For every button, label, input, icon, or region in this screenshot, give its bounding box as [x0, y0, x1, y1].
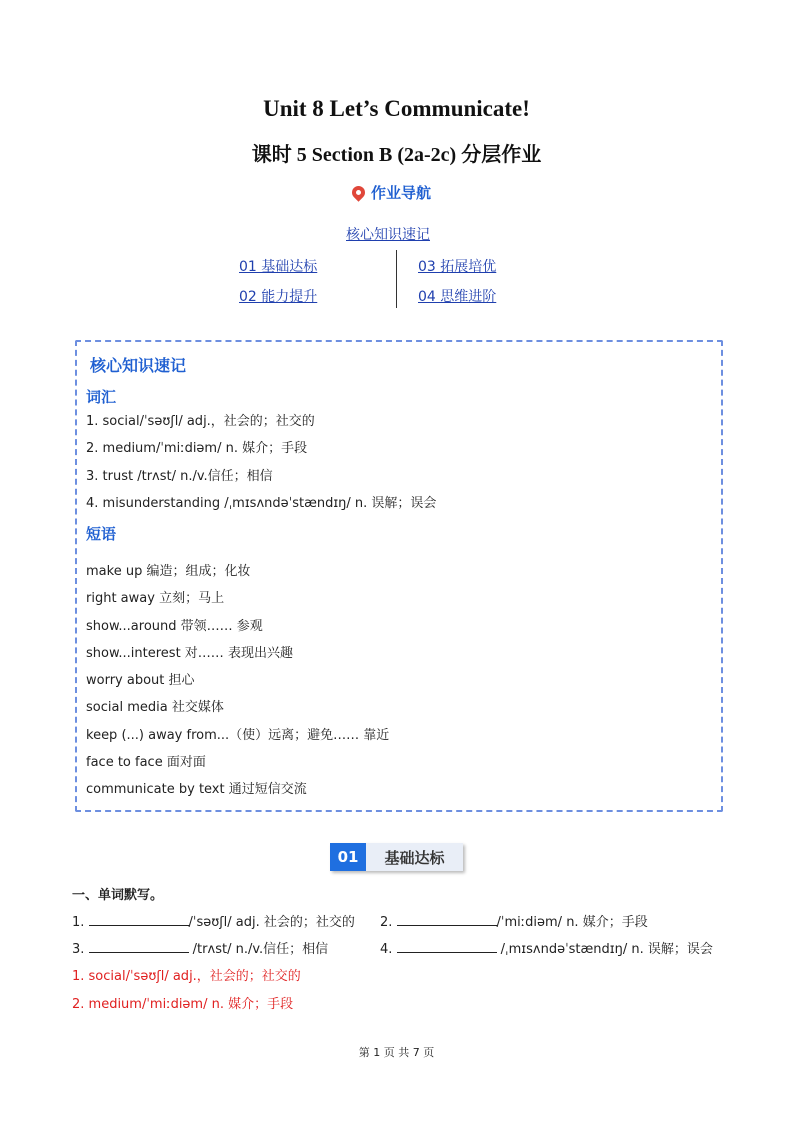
- exercise-item: [380, 938, 713, 957]
- answer-blank[interactable]: [397, 951, 497, 953]
- exercise-number: 2.: [380, 915, 393, 930]
- location-pin-icon: [349, 183, 367, 201]
- exercise-item: [72, 938, 328, 957]
- exercise-heading: 一、单词默写。: [72, 888, 164, 903]
- phrase-item: worry about 担心: [86, 673, 195, 688]
- nav-link-thinking[interactable]: 04 思维进阶: [418, 289, 497, 305]
- answer-blank[interactable]: [397, 924, 497, 926]
- vocab-item: 1. social/ˈsəʊʃl/ adj.，社会的；社交的: [86, 414, 315, 429]
- phrase-heading: 短语: [86, 525, 117, 543]
- vocab-item: 3. trust /trʌst/ n./v.信任；相信: [86, 469, 273, 484]
- nav-divider: [396, 250, 397, 308]
- vocab-heading: 词汇: [86, 388, 117, 406]
- exercise-item: [380, 911, 648, 930]
- nav-link-ability[interactable]: 02 能力提升: [239, 289, 318, 305]
- homework-nav-heading: [352, 180, 431, 204]
- phrase-item: communicate by text 通过短信交流: [86, 782, 307, 797]
- phrase-item: social media 社交媒体: [86, 700, 224, 715]
- phrase-item: face to face 面对面: [86, 755, 206, 770]
- nav-link-extension[interactable]: 03 拓展培优: [418, 259, 497, 275]
- core-knowledge-heading: 核心知识速记: [90, 356, 187, 375]
- phrase-item: keep (...) away from...（使）远离；避免…… 靠近: [86, 728, 390, 743]
- page-subtitle: 课时 5 Section B (2a-2c) 分层作业: [251, 144, 542, 166]
- exercise-item: [72, 911, 355, 930]
- phrase-item: show...around 带领…… 参观: [86, 619, 263, 634]
- vocab-item: 2. medium/ˈmiːdiəm/ n. 媒介；手段: [86, 441, 308, 456]
- phrase-item: make up 编造；组成；化妆: [86, 564, 251, 579]
- exercise-number: 3.: [72, 942, 85, 957]
- nav-link-core-knowledge[interactable]: 核心知识速记: [346, 227, 430, 243]
- exercise-prompt: /trʌst/ n./v.信任；相信: [188, 942, 329, 957]
- answer-line: 2. medium/ˈmiːdiəm/ n. 媒介；手段: [72, 997, 294, 1012]
- phrase-item: show...interest 对…… 表现出兴趣: [86, 646, 293, 661]
- exercise-prompt: /ˈmiːdiəm/ n. 媒介；手段: [496, 915, 648, 930]
- vocab-item: 4. misunderstanding /ˌmɪsʌndəˈstændɪŋ/ n. 误解；误会: [86, 496, 437, 511]
- exercise-number: 1.: [72, 915, 85, 930]
- nav-link-basic[interactable]: 01 基础达标: [239, 259, 318, 275]
- phrase-item: right away 立刻；马上: [86, 591, 225, 606]
- section-badge: [330, 843, 463, 871]
- section-number: 01: [330, 843, 366, 871]
- page-title: Unit 8 Let’s Communicate!: [263, 96, 530, 121]
- page-footer: 第 1 页 共 7 页: [358, 1046, 435, 1059]
- answer-blank[interactable]: [89, 951, 189, 953]
- answer-line: 1. social/ˈsəʊʃl/ adj.，社会的；社交的: [72, 969, 301, 984]
- exercise-prompt: /ˈsəʊʃl/ adj. 社会的；社交的: [188, 915, 355, 930]
- section-label: 基础达标: [366, 843, 463, 871]
- exercise-prompt: /ˌmɪsʌndəˈstændɪŋ/ n. 误解；误会: [496, 942, 713, 957]
- answer-blank[interactable]: [89, 924, 189, 926]
- exercise-number: 4.: [380, 942, 393, 957]
- homework-nav-heading-text: 作业导航: [371, 183, 432, 202]
